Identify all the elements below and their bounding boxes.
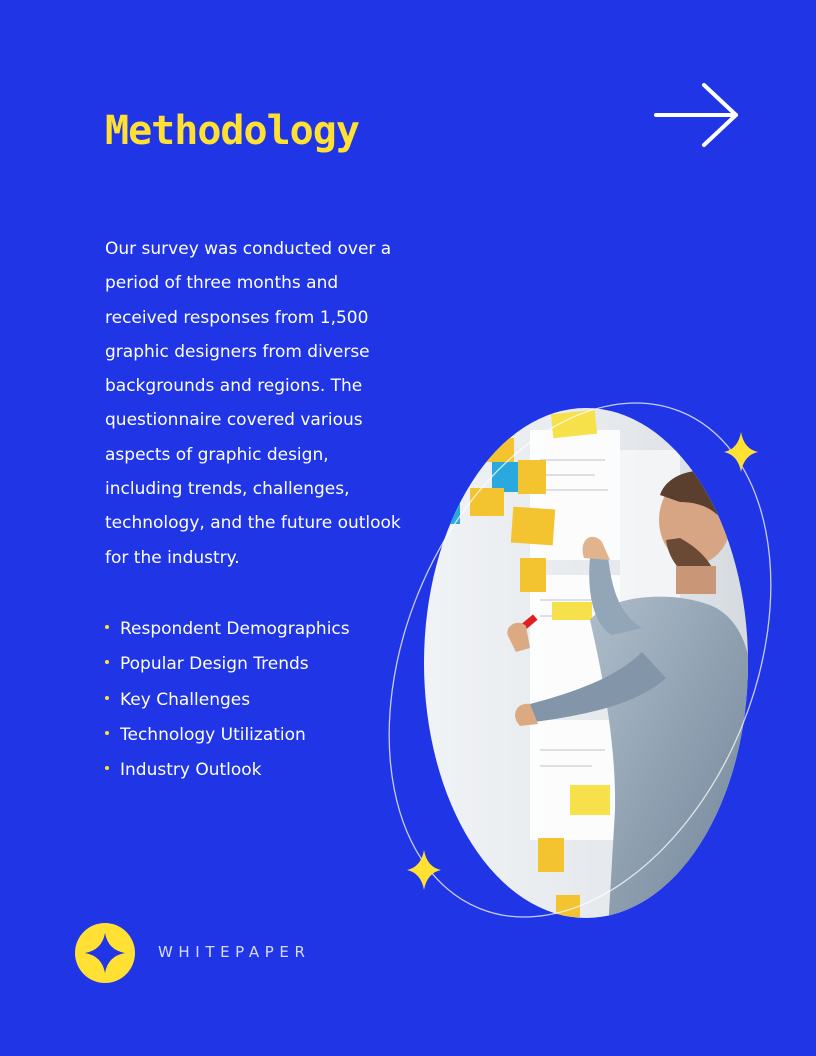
bullet-dot-icon [105,660,109,664]
page-title: Methodology [105,108,359,154]
list-item-label: Industry Outlook [120,760,262,781]
bullet-dot-icon [105,696,109,700]
list-item [105,683,350,718]
bullet-dot-icon [105,731,109,735]
list-item [105,753,350,788]
list-item-label: Key Challenges [120,689,251,710]
intro-paragraph: Our survey was conducted over a period of three months and received responses from 1,500 graphic designers from diverse backgrounds and regions. The questionnaire covered various aspects of graphic design, including trends, challenges, technology, and the future outlook for the industry. [105,239,401,568]
arrow-right-icon[interactable] [654,82,740,148]
footer-label: WHITEPAPER [158,943,311,961]
list-item [105,718,350,753]
bullet-dot-icon [105,625,109,629]
topic-list [105,612,350,788]
list-item [105,612,350,647]
man-at-sticky-note-wall-photo [380,390,800,930]
bullet-dot-icon [105,766,109,770]
list-item-label: Popular Design Trends [120,654,309,675]
sparkle-icon [75,923,135,983]
list-item [105,647,350,682]
sparkle-badge [75,923,135,983]
sparkle-icon [407,850,441,890]
list-item-label: Technology Utilization [120,724,306,745]
list-item-label: Respondent Demographics [120,619,350,639]
illustration-photo [380,390,800,930]
sparkle-icon [724,432,758,472]
